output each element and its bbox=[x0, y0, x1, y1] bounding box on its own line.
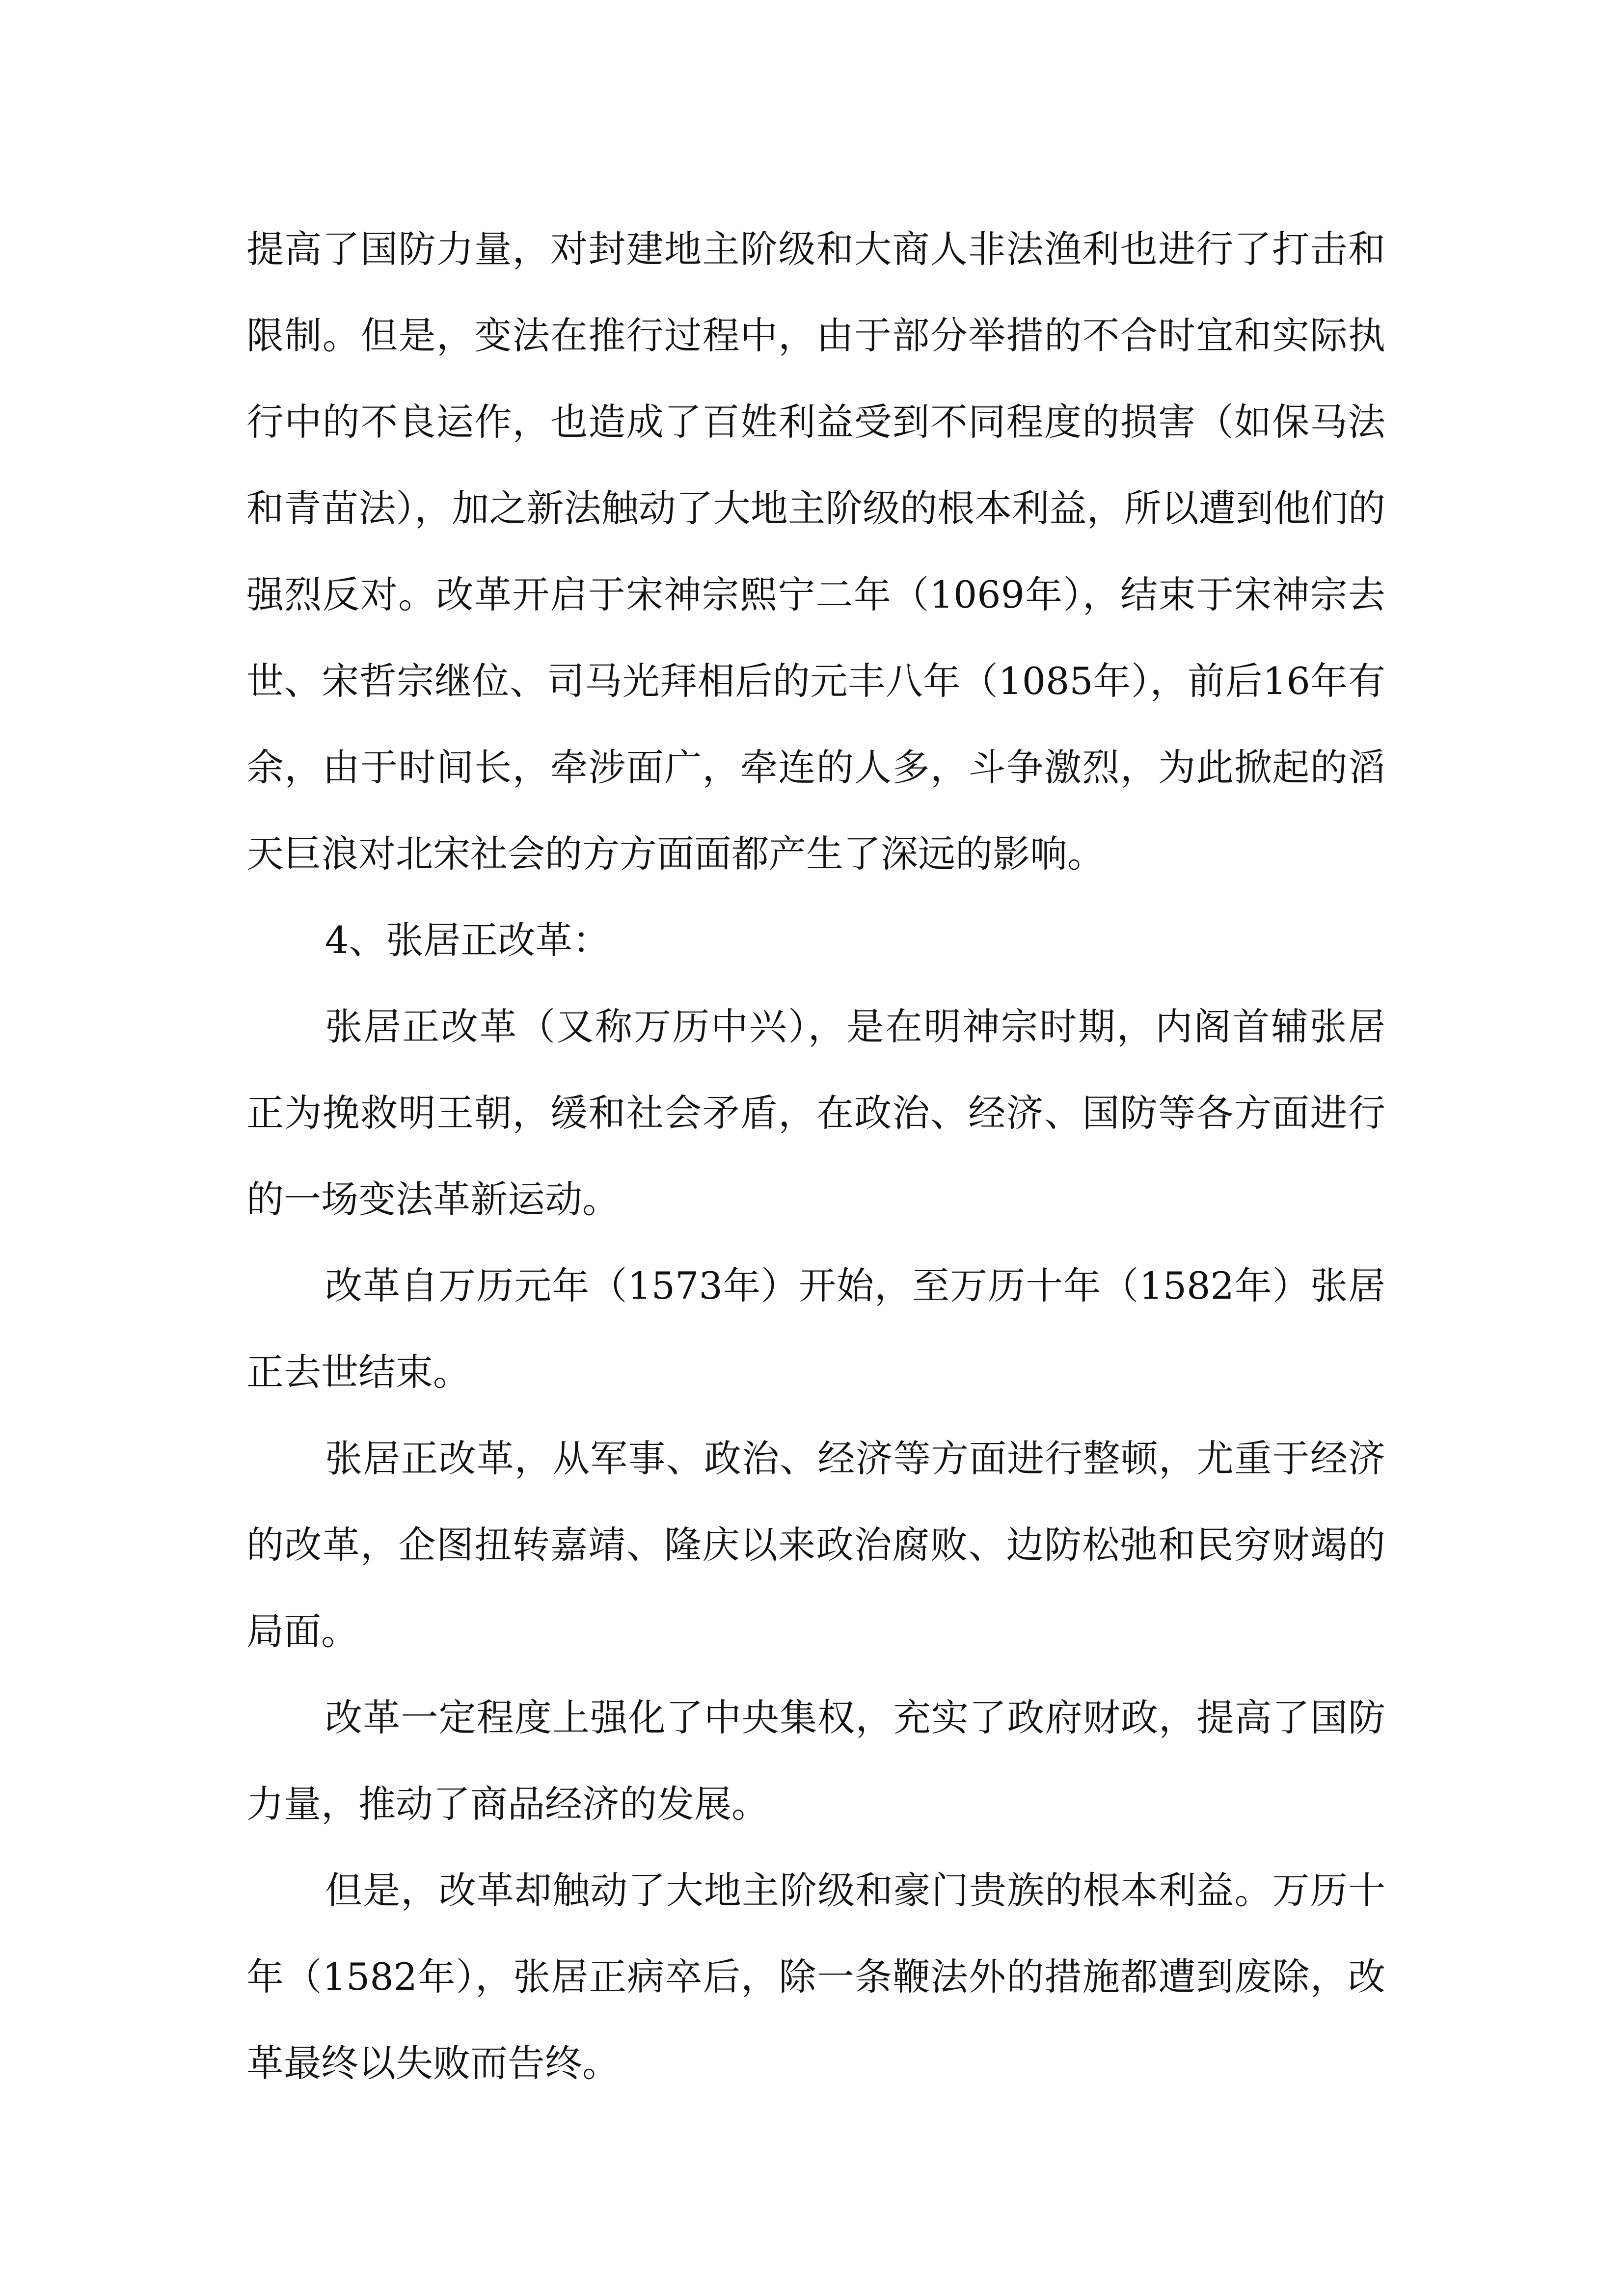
section-heading-zhang-juzheng-reform: 4、张居正改革： bbox=[325, 918, 610, 962]
paragraph: 但是，改革却触动了大地主阶级和豪门贵族的根本利益。万历十年（1582年），张居正病卒后，除一条鞭法外的措施都遭到废除，改革最终以失败而告终。 bbox=[246, 1869, 1385, 2085]
paragraph: 改革自万历元年（1573年）开始，至万历十年（1582年）张居正去世结束。 bbox=[246, 1264, 1385, 1394]
paragraph: 张居正改革，从军事、政治、经济等方面进行整顿，尤重于经济的改革，企图扭转嘉靖、隆庆以来政治腐败、边防松弛和民穷财竭的局面。 bbox=[246, 1437, 1385, 1653]
paragraph: 改革一定程度上强化了中央集权，充实了政府财政，提高了国防力量，推动了商品经济的发展。 bbox=[246, 1696, 1385, 1826]
document-body bbox=[246, 206, 1385, 2107]
paragraph: 张居正改革（又称万历中兴），是在明神宗时期，内阁首辅张居正为挽救明王朝，缓和社会矛盾，在政治、经济、国防等各方面进行的一场变法革新运动。 bbox=[246, 1005, 1385, 1221]
paragraph-continued: 提高了国防力量，对封建地主阶级和大商人非法渔利也进行了打击和限制。但是，变法在推行过程中，由于部分举措的不合时宜和实际执行中的不良运作，也造成了百姓利益受到不同程度的损害（如保马法和青苗法），加之新法触动了大地主阶级的根本利益，所以遭到他们的强烈反对。改革开启于宋神宗熙宁二年（1069年），结束于宋神宗去世、宋哲宗继位、司马光拜相后的元丰八年（1085年），前后16年有余，由于时间长，牵涉面广，牵连的人多，斗争激烈，为此掀起的滔天巨浪对北宋社会的方方面面都产生了深远的影响。 bbox=[246, 227, 1385, 876]
